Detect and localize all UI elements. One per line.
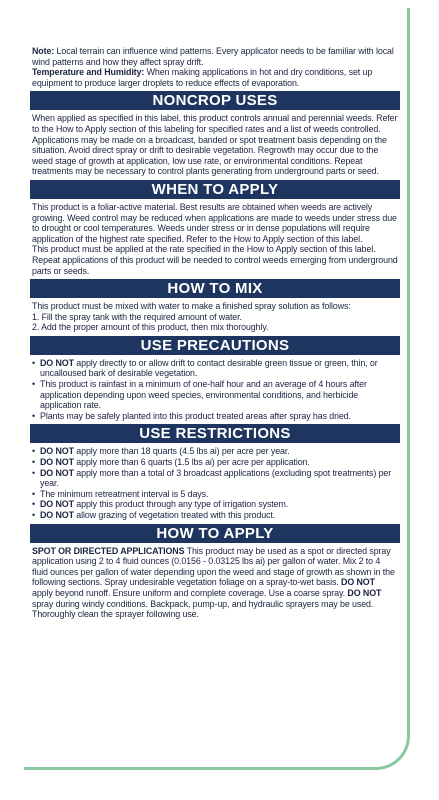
how-to-mix-step-2: 2. Add the proper amount of this product, then mix thoroughly. (32, 322, 269, 333)
temperature-label: Temperature and Humidity: (32, 67, 145, 78)
use-precautions-heading: USE PRECAUTIONS (30, 336, 400, 355)
restriction-item: • DO NOT allow grazing of vegetation treated with this product. (32, 510, 398, 521)
when-to-apply-heading: WHEN TO APPLY (30, 180, 400, 199)
restriction-item: • DO NOT apply more than 18 quarts (4.5 lbs ai) per acre per year. (32, 446, 398, 457)
intro-temperature (32, 67, 398, 88)
how-to-apply-heading: HOW TO APPLY (30, 524, 400, 543)
label-content (32, 46, 398, 620)
use-precautions-list (32, 358, 398, 422)
precaution-item: • This product is rainfast in a minimum of one-half hour and an average of 4 hours after application depending upon weed species, environmental conditions, and herbicide application rate. (32, 379, 398, 411)
when-to-apply-text-1: This product is a foliar-active material. Best results are obtained when weeds are actively growing. Weed control may be reduced when applications are made to weeds under stress due to drought or cool temperatures. Weeds under stress or in dense populations will require application of the highest rate specified. Refer to the How to Apply section of this label. (32, 201, 397, 244)
note-text: Local terrain can influence wind patterns. Every applicator needs to be familiar with local wind patterns and how they affect spray drift. (32, 46, 394, 67)
how-to-mix-step-1: 1. Fill the spray tank with the required amount of water. (32, 311, 242, 322)
restriction-item: • DO NOT apply more than a total of 3 broadcast applications (excluding spot treatments) per year. (32, 468, 398, 489)
temperature-text: When making applications in hot and dry conditions, set up equipment to produce larger droplets to reduce effects of evaporation. (32, 67, 373, 88)
restriction-item: • DO NOT apply this product through any type of irrigation system. (32, 499, 398, 510)
spot-directed-lead: SPOT OR DIRECTED APPLICATIONS (32, 545, 185, 556)
note-label: Note: (32, 46, 55, 56)
noncrop-uses-text: When applied as specified in this label, this product controls annual and perennial weeds. Refer to the How to Apply section of this labeling for specified rates and a list of weeds controlled. Applications may be made on a broadcast, banded or spot treatment basis depending on the situation. Avoid direct spray or drift to desirable vegetation. Regrowth may occur due to the weed stage of growth at application, low use rate, or environmental conditions. Repeat treatments may be necessary to control plants generating from underground parts or seed. (32, 113, 398, 177)
restriction-item: • DO NOT apply more than 6 quarts (1.5 lbs ai) per acre per application. (32, 457, 398, 468)
how-to-mix-text: This product must be mixed with water to make a finished spray solution as follows: (32, 301, 351, 312)
how-to-mix-heading: HOW TO MIX (30, 279, 400, 298)
how-to-apply-text: SPOT OR DIRECTED APPLICATIONS This product may be used as a spot or directed spray application using 2 to 4 fluid ounces (0.0156 - 0.03125 lbs ai) per gallon of water. Mix 2 to 4 fluid ounces per gallon of water depending upon the weed and stage of growth as shown in the following sections. Spray undesirable vegetation foliage on a spray-to-wet basis. DO NOT apply beyond runoff. Ensure uniform and complete coverage. Use a coarse spray. DO NOT spray during windy conditions. Backpack, pump-up, and hydraulic sprayers may be used. Thoroughly clean the sprayer following use. (32, 545, 395, 620)
restriction-item: • The minimum retreatment interval is 5 days. (32, 489, 398, 500)
use-restrictions-list (32, 446, 398, 520)
precaution-item: • Plants may be safely planted into this product treated areas after spray has dried. (32, 411, 398, 422)
intro-note (32, 46, 398, 67)
noncrop-uses-heading: NONCROP USES (30, 91, 400, 110)
precaution-item: • DO NOT apply directly to or allow drift to contact desirable green tissue or green, thin, or uncalloused bark of desirable vegetation. (32, 358, 398, 379)
when-to-apply-text-2: This product must be applied at the rate specified in the How to Apply section of this label. Repeat applications of this product will be needed to control weeds emerging from underground parts or seeds. (32, 244, 398, 276)
use-restrictions-heading: USE RESTRICTIONS (30, 424, 400, 443)
